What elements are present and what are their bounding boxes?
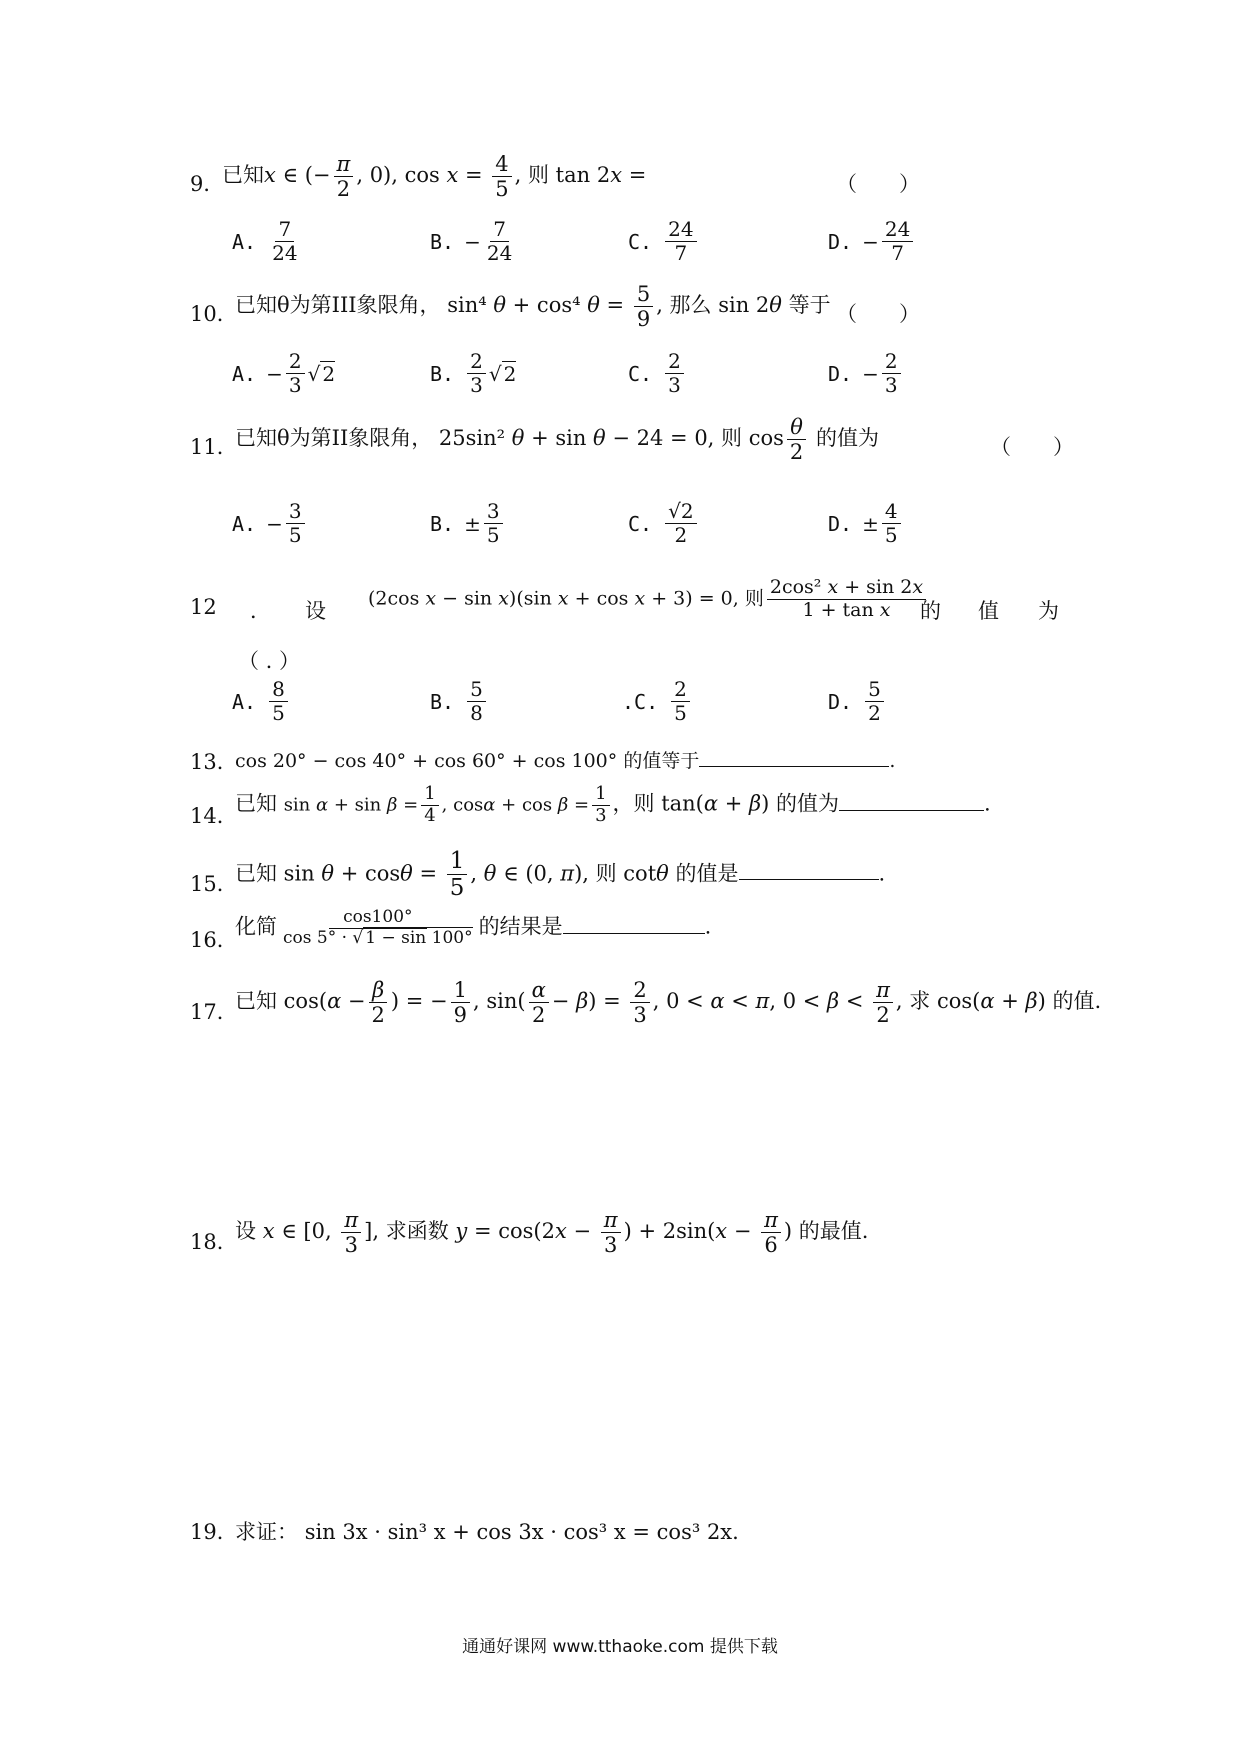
page-footer: 通通好课网 www.tthaoke.com 提供下载	[462, 1637, 778, 1657]
question-stem: 已知 sin α + sin β = $\frac{1}{4}$ , cosα + cos β = $\frac{1}{3}$ ，则 tan(α + β) 的值为 .	[235, 783, 991, 826]
answer-blank[interactable]	[563, 933, 705, 934]
option-a: A. $\frac{8}{5}$	[232, 678, 291, 725]
option-b: B. $\frac{5}{8}$	[430, 678, 489, 725]
question-number: 15．	[190, 872, 238, 896]
answer-blank[interactable]	[739, 879, 879, 880]
answer-blank[interactable]	[839, 810, 984, 811]
option-a: A. − $\frac{2}{3}$ √ 2	[232, 349, 336, 397]
question-number: 14．	[190, 804, 238, 828]
option-d: D. ± $\frac{4}{5}$	[828, 500, 904, 547]
question-word: 设	[305, 599, 326, 623]
question-stem: cos 20° − cos 40° + cos 60° + cos 100° 的值等于 .	[235, 750, 896, 772]
question-number: 11．	[190, 435, 238, 459]
question-word: 为	[1038, 599, 1059, 623]
option-c: C. $\frac{24}{7}$	[628, 218, 700, 265]
question-stem: 化简 $\frac{\cos 100^\circ}{\cos 5^\circ \cdot √ 1 - \sin 100^\circ}$ 的结果是 .	[235, 907, 712, 948]
question-number: 16．	[190, 928, 238, 952]
option-c: C. $\frac{√2}{2}$	[628, 500, 700, 547]
question-stem: 已知 sin θ + cosθ = $\frac{1}{5}$ , θ ∈ (0, π), 则 cotθ 的值是 .	[235, 848, 886, 902]
question-word: 的	[920, 599, 941, 623]
answer-parentheses: （ ）	[836, 172, 920, 196]
answer-parentheses: （ ）	[990, 435, 1074, 459]
option-a: A. $\frac{7}{24}$	[232, 217, 298, 265]
question-number: 9．	[190, 172, 225, 196]
answer-parentheses: （ ）	[836, 302, 920, 326]
question-stem: 求证： sin 3x · sin³ x + cos 3x · cos³ x = cos³ 2x.	[235, 1520, 739, 1544]
question-number: 12	[190, 595, 217, 619]
question-stem: 已知x ∈ (− $\frac{\pi}{2}$ , 0), cos x = $\frac{4}{5}$ , 则 tan 2x =	[222, 152, 647, 202]
answer-parentheses: （ . ）	[238, 649, 301, 673]
question-stem: 设 x ∈ [0, $\frac{\pi}{3}$ ], 求函数 y = cos(2x − $\frac{\pi}{3}$ ) + 2sin(x − $\frac{\pi}{6}$ ) 的最值.	[235, 1208, 869, 1258]
question-stem: 已知 cos(α − $\frac{\beta}{2}$ ) = − $\frac{1}{9}$ , sin( $\frac{\alpha}{2}$ − β) = $\frac{2}{3}$ , 0 < α < π, 0 < β < $\frac{\pi}{2}$ , 求 cos(α + β) 的值.	[235, 978, 1102, 1028]
question-number: 19．	[190, 1520, 238, 1544]
option-b: B. $\frac{2}{3}$ √ 2	[430, 349, 517, 397]
option-b: B. − $\frac{7}{24}$	[430, 217, 513, 265]
option-d: D. − $\frac{24}{7}$	[828, 218, 916, 265]
option-b: B. ± $\frac{3}{5}$	[430, 500, 506, 547]
question-number: 13．	[190, 750, 238, 774]
question-number: 18．	[190, 1230, 238, 1254]
option-d: D. $\frac{5}{2}$	[828, 678, 887, 725]
question-number: 10．	[190, 302, 238, 326]
question-dot: ．	[250, 599, 271, 623]
question-number: 17．	[190, 1000, 238, 1024]
option-c: C. $\frac{2}{3}$	[628, 350, 687, 397]
question-stem: 已知θ为第II象限角， 25sin² θ + sin θ − 24 = 0, 则 cos $\frac{\theta}{2}$ 的值为	[235, 415, 879, 465]
option-c: .C. $\frac{2}{5}$	[622, 678, 693, 725]
answer-blank[interactable]	[699, 766, 889, 767]
option-d: D. − $\frac{2}{3}$	[828, 350, 904, 397]
question-stem: 已知θ为第III象限角， sin⁴ θ + cos⁴ θ = $\frac{5}{9}$ , 那么 sin 2θ 等于	[235, 282, 831, 332]
question-stem: (2cos x − sin x)(sin x + cos x + 3) = 0, 则 $\frac{\text{2cos² x + sin 2x}}{\text{1 + tan x}}$	[368, 577, 929, 622]
question-word: 值	[978, 599, 999, 623]
option-a: A. − $\frac{3}{5}$	[232, 500, 308, 547]
